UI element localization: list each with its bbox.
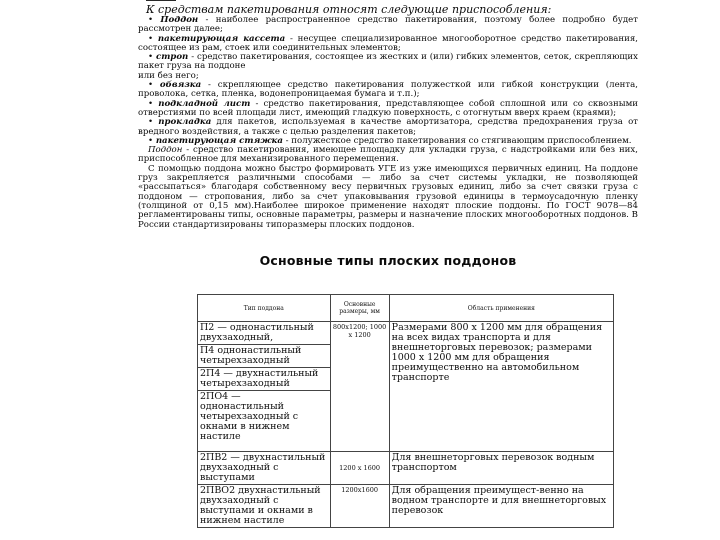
bullet-cassette-text: - несущее специализированное многооборотное средство пакетирования, состоящее из рам, стоек или соединительных элементов; (138, 33, 638, 53)
pallet-usage-paragraph: С помощью поддона можно быстро формировать УГЕ из уже имеющихся первичных единиц. На поддоне груз закрепляется различными способами — либо за счет системы укладки, не позволяющей «рассыпаться» благодаря собственному весу первичных грузовых единиц, либо за счет связки груза с поддоном — стропования, либо за счет упаковывания грузовой единицы в термоусадочную пленку (толщиной от 0,15 мм).Наиболее широкое применение находят плоские поддоны. По ГОСТ 9078—84 регламентированы типы, основные параметры, размеры и назначение плоских многооборотных поддонов. В России стандартизированы типоразмеры плоских поддонов. (138, 163, 638, 230)
bullet-sling-text: - средство пакетирования, состоящее из жестких и (или) гибких элементов, сеток, скрепляющих пакет груза на поддоне (138, 52, 638, 72)
pallet-types-table (197, 294, 614, 528)
term-binding: обвязка (159, 80, 202, 91)
header-size: Основные размеры, мм (330, 295, 389, 322)
cell-type: 2ПВ2 — двухнастильный двухзаходный с выступами (198, 452, 331, 485)
table-header-row (198, 295, 614, 322)
cell-type: 2ПВО2 двухнастильный двухзаходный с выступами и окнами в нижнем настиле (198, 485, 331, 528)
cell-type: П2 — однонастильный двухзаходный, (198, 322, 331, 345)
term-cassette: пакетирующая кассета (157, 33, 286, 44)
table-row (198, 452, 614, 485)
header-use: Область применения (389, 295, 613, 322)
pallet-definition-text: - средство пакетирования, имеющее площадку для укладки груза, с надстройками или без них, приспособленное для механизированного перемещения. (138, 145, 638, 165)
bullet-pallet: • Поддон - наиболее распространенное средство пакетирования, поэтому более подробно будет рассмотрен далее; (138, 15, 638, 35)
bullet-cassette: • пакетирующая кассета - несущее специализированное многооборотное средство пакетирования, состоящее из рам, стоек или соединительных элементов; (138, 33, 638, 53)
header-type: Тип поддона (198, 295, 331, 322)
cell-size: 1200 х 1600 (330, 452, 389, 485)
term-spacer: прокладка (158, 117, 212, 128)
table-row (198, 322, 614, 345)
table-heading: Основные типы плоских поддонов (259, 252, 517, 268)
term-pallet: Поддон (160, 15, 199, 25)
bullet-slip-sheet: • подкладной лист - средство пакетирования, представляющее собой сплошной или со сквозными отверстиями по всей площади лист, имеющий гладкую поверхность, с отогнутым вверх краем (краями); (138, 98, 638, 118)
pallet-definition (138, 146, 638, 165)
term-strap: пакетирующая стяжка (155, 135, 283, 146)
term-sling: строп (155, 52, 189, 63)
cell-use: Размерами 800 х 1200 мм для обращения на всех видах транспорта и для внешнеторговых перевозок; размерами 1000 х 1200 мм для обращения преимущественно на автомобильном транспорте (389, 322, 613, 452)
bullet-sling: • строп - средство пакетирования, состоящее из жестких и (или) гибких элементов, сеток, скрепляющих пакет груза на поддоне (138, 52, 638, 72)
term-pallet-definition: Поддон (148, 145, 183, 156)
bullet-strap-text: - полужесткое средство пакетирования со стягивающим приспособлением. (282, 135, 632, 146)
bullet-slip-sheet-text: - средство пакетирования, представляющее собой сплошной или со сквозными отверстиями по всей площади лист, имеющий гладкую поверхность, с отогнутым вверх краем (краями); (138, 98, 638, 118)
bullet-binding: • обвязка - скрепляющее средство пакетирования полужесткой или гибкой конструкции (лента, проволока, сетка, пленка, водонепроницаемая бумага и т.п.); (138, 80, 638, 100)
bullet-spacer-text: для пакетов, используемая в качестве амортизатора, средства предохранения груза от вредного воздействия, а также с целью разделения пакетов; (138, 117, 639, 137)
cell-type: 2ПО4 — однонастильный четырехзаходный с окнами в нижнем настиле (198, 391, 331, 452)
cell-size: 800х1200; 1000 х 1200 (330, 322, 389, 452)
table-row (198, 485, 614, 528)
cell-size: 1200х1600 (330, 485, 389, 528)
bullet-spacer: • прокладка для пакетов, используемая в качестве амортизатора, средства предохранения груза от вредного воздействия, а также с целью разделения пакетов; (138, 117, 639, 137)
lead-sentence: К средствам пакетирования относят следующие приспособления: (146, 3, 552, 16)
document-page (138, 0, 638, 273)
cell-use: Для обращения преимущест-венно на водном транспорте и для внешнеторговых перевозок (389, 485, 613, 528)
cell-type: 2П4 — двухнастильный четырехзаходный (198, 368, 331, 391)
cell-use: Для внешнеторговых перевозок водным транспортом (389, 452, 613, 485)
term-slip-sheet: подкладной лист (158, 98, 251, 109)
bullet-pallet-text: - наиболее распространенное средство пакетирования, поэтому более подробно будет рассмотрен далее; (138, 15, 638, 35)
bullet-sling-tail: или без него; (138, 70, 199, 81)
cell-type: П4 однонастильный четырехзаходный (198, 345, 331, 368)
bullet-binding-text: - скрепляющее средство пакетирования полужесткой или гибкой конструкции (лента, проволока, сетка, пленка, водонепроницаемая бумага и т.п.); (138, 80, 638, 100)
bullet-strap: • пакетирующая стяжка - полужесткое средство пакетирования со стягивающим приспособлением. (148, 135, 632, 146)
